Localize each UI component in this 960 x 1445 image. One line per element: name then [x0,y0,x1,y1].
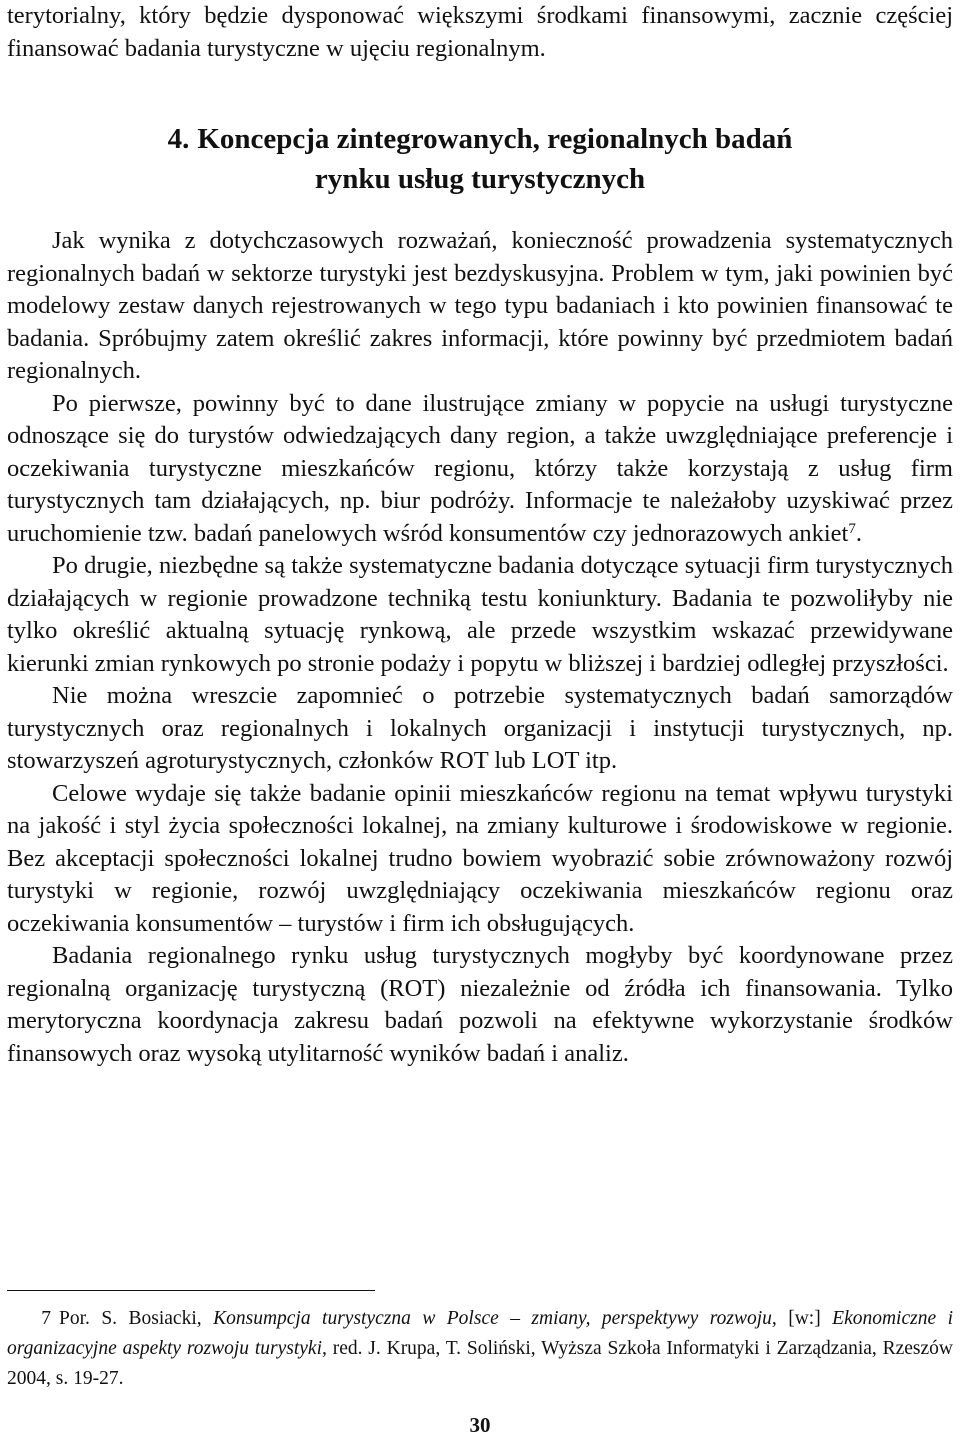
footnote-number: 7 [41,1308,51,1329]
page-body [7,0,953,1070]
footnote-in-marker: [w:] [776,1308,833,1329]
page-number: 30 [469,1413,491,1437]
footnote-reference[interactable]: 7 [848,520,856,537]
paragraph-4: Nie można wreszcie zapomnieć o potrzebie systematycznych badań samorządów turystycznych oraz regionalnych i lokalnych organizacji i instytucji turystycznych, np. stowarzyszeń agroturystycznych, członków ROT lub LOT itp. [7,682,953,774]
footnote-7 [7,1304,953,1394]
paragraph-1 [7,225,953,388]
intro-paragraph: terytorialny, który będzie dysponować większymi środkami finansowymi, zacznie częściej finansować badania turystyczne w ujęciu regionalnym. [7,2,953,62]
footnote-book-title: Ekonomiczne i organizacyjne aspekty rozwoju turystyki, [7,1308,953,1359]
paragraph-2-text: Po pierwsze, powinny być to dane ilustrujące zmiany w popycie na usługi turystyczne odnoszące się do turystów odwiedzających dany region, a także uwzględniające preferencje i oczekiwania turystyczne mieszkańców regionu, którzy także korzystają z usług firm turystycznych tam działających, np. biur podróży. Informacje te należałoby uzyskiwać przez uruchomienie tzw. badań panelowych wśród konsumentów czy jednorazowych ankiet [7,389,953,547]
paragraph-2-end: . [855,519,862,547]
footnote-rest: red. J. Krupa, T. Soliński, Wyższa Szkoła Informatyki i Zarządzania, Rzeszów 2004, s. 19-27. [7,1338,953,1389]
footnote-separator [7,1290,375,1291]
paragraph-5: Celowe wydaje się także badanie opinii mieszkańców regionu na temat wpływu turystyki na jakość i styl życia społeczności lokalnej, na zmiany kulturowe i środowiskowe w regionie. Bez akceptacji społeczności lokalnej trudno bowiem wyobrazić sobie zrównoważony rozwój turystyki w regionie, rozwój uwzględniający oczekiwania mieszkańców regionu oraz oczekiwania konsumentów – turystów i firm ich obsługujących. [7,779,953,937]
paragraph-2 [7,388,953,551]
paragraph-1-text: Jak wynika z dotychczasowych rozważań, konieczność prowadzenia systematycznych regionalnych badań w sektorze turystyki jest bezdyskusyjna. Problem w tym, jaki powinien być modelowy zestaw danych rejestrowanych w tego typu badaniach i kto powinien finansować te badania. Spróbujmy zatem określić zakres informacji, które powinny być przedmiotem badań regionalnych. [7,227,953,384]
footnote-title: Konsumpcja turystyczna w Polsce – zmiany, perspektywy rozwoju, [213,1308,777,1329]
paragraph-3: Po drugie, niezbędne są także systematyczne badania dotyczące sytuacji firm turystycznych działających w regionie prowadzone techniką testu koniunktury. Badania te pozwoliłyby nie tylko określić aktualną sytuację rynkową, ale przede wszystkim wskazać przewidywane kierunki zmian rynkowych po stronie podaży i popytu w bliższej i bardziej odległej przyszłości. [7,552,953,677]
section-heading-line1 [7,119,953,159]
section-title-line1: Koncepcja zintegrowanych, regionalnych badań [197,123,793,155]
footnote-prefix: Por. S. Bosiacki, [59,1308,214,1329]
section-heading [7,119,953,199]
section-title-line2: rynku usług turystycznych [314,163,646,195]
section-number: 4. [167,123,190,155]
paragraph-6: Badania regionalnego rynku usług turystycznych mogłyby być koordynowane przez regionalną organizację turystyczną (ROT) niezależnie od źródła ich finansowania. Tylko merytoryczna koordynacja zakresu badań pozwoli na efektywne wykorzystanie środków finansowych oraz wysoką utylitarność wyników badań i analiz. [7,942,953,1067]
